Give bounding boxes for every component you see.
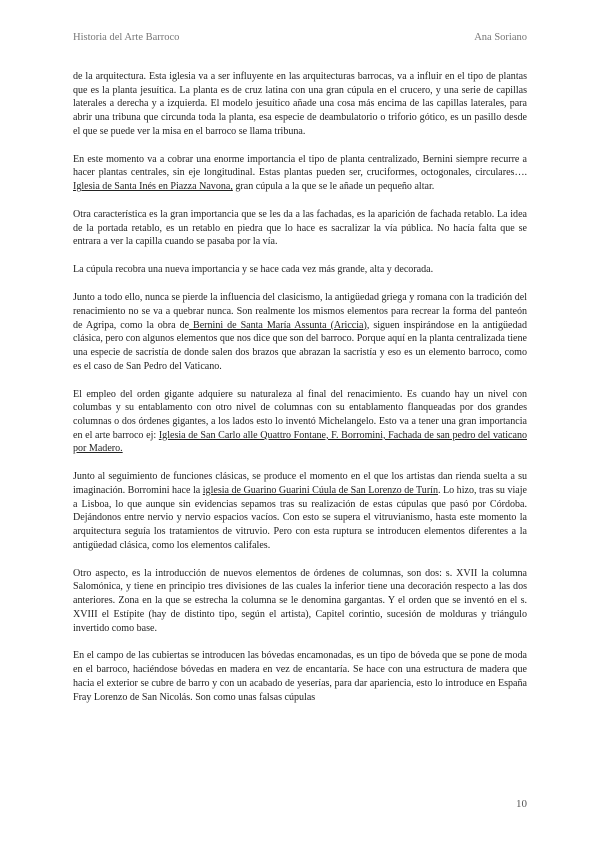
header-author: Ana Soriano xyxy=(474,32,527,43)
underlined-reference: Iglesia de Santa Inés en Piazza Navona, xyxy=(73,181,233,193)
underlined-reference: iglesia de Guarino Guarini Cúula de San Lorenzo de Turín xyxy=(202,485,438,496)
underlined-reference: Bernini de Santa María Assunta (Ariccia) xyxy=(189,319,367,331)
paragraph: Junto a todo ello, nunca se pierde la influencia del clasicismo, la antigüedad griega y romana con la tradición del renacimiento no se va a quebrar nunca. Son realmente los mismos elementos para recrear la forma del panteón de Agripa, como la obra de Bernini de Santa María Assunta (Ariccia), siguen inspirándose en la antigüedad clásica, pero con algunos elementos que nos dice que son del barroco. Porque aquí en la planta centralizada tiene una especie de sacristía de donde salen dos brazos que abrazan la sacristía y eso es un elemento barroco, como es el caso de San Pedro del Vaticano. xyxy=(73,292,527,372)
paragraph: El empleo del orden gigante adquiere su naturaleza al final del renacimiento. Es cuando hay un nivel con columbas y su entablamento con otro nivel de columnas con su entablamento flanqueadas por dos grandes columnas o dos órdenes gigantes, a los lados esto lo inventó Michelangelo. Esto va a tener una gran importancia en el arte barroco ej: Iglesia de San Carlo alle Quattro Fontane, F. Borromini, Fachada de san pedro del vaticano por Madero. xyxy=(73,388,527,455)
page-header xyxy=(73,32,527,46)
paragraph: En el campo de las cubiertas se introducen las bóvedas encamonadas, es un tipo de bóveda que se pone de moda en el barroco, haciéndose bóvedas en madera en vez de encantaría. Se hace con una estructura de madera que hacia el exterior se cubre de barro y con un acabado de yeserías, para dar apariencia, esto lo introduce en España Fray Lorenzo de San Nicolás. Son como unas falsas cúpulas xyxy=(73,650,527,703)
paragraph: Otro aspecto, es la introducción de nuevos elementos de órdenes de columnas, son dos: s. XVII la columna Salomónica, y tiene en principio tres divisiones de las cuales la inferior tiene una decoración respecto a las dos anteriores. Zona en la que se estrecha la columna se le denomina gargantas. Y el orden que se inventó en el s. XVIII el Estípite (hay de distinto tipo, según el artista), Capitel corintio, sucesión de molduras y triángulo invertido como base. xyxy=(73,567,527,634)
underlined-reference: Iglesia de San Carlo alle Quattro Fontane, F. Borromini, Fachada de san pedro del vaticano por Madero. xyxy=(73,429,527,455)
header-course-title: Historia del Arte Barroco xyxy=(73,32,180,43)
paragraph: Junto al seguimiento de funciones clásicas, se produce el momento en el que los artistas dan rienda suelta a su imaginación. Borromini hace la iglesia de Guarino Guarini Cúula de San Lorenzo de Turín. Lo hizo, tras su viaje a Lisboa, lo que aunque sin evidencias sepamos tras su realización de estas cúpulas que pasó por Córdoba. Dejándonos entre nervio y nervio espacios vacíos. Con esto se supera el vitruvianismo, hasta este momento la arquitectura seguía los tratamientos de vitruvio. Pero con esta ruptura se introducen elementos diferentes a la antigüedad clásica, como los elementos califales. xyxy=(73,471,527,551)
paragraph: En este momento va a cobrar una enorme importancia el tipo de planta centralizado, Bernini siempre recurre a hacer plantas centrales, sin eje longitudinal. Estas plantas pueden ser, cruciformes, octogonales, circulares…. Iglesia de Santa Inés en Piazza Navona, gran cúpula a la que se le añade un pequeño altar. xyxy=(73,153,527,193)
paragraph: La cúpula recobra una nueva importancia y se hace cada vez más grande, alta y decorada. xyxy=(73,264,434,276)
page-number: 10 xyxy=(516,798,527,810)
document-body xyxy=(73,70,527,704)
paragraph: de la arquitectura. Esta iglesia va a ser influyente en las arquitecturas barrocas, va a influir en el tipo de plantas que es la planta jesuítica. La planta es de cruz latina con una gran cúpula en el crucero, y una serie de capillas laterales a derecha y a izquierda. El modelo jesuítico añade una cosa más encima de las capillas laterales, para abrir una tribuna que circunda toda la planta, esa especie de deambulatorio o triforio gótico, es un pasillo desde el que se puede ver la misa en el barroco se llama tribuna. xyxy=(73,71,527,137)
paragraph: Otra característica es la gran importancia que se les da a las fachadas, es la aparición de fachada retablo. La idea de la portada retablo, es un retablo en piedra que lo hace es sacralizar la vía pública. No hacía falta que se entrara a ver la capilla cuando se pasaba por la vía. xyxy=(73,209,527,248)
